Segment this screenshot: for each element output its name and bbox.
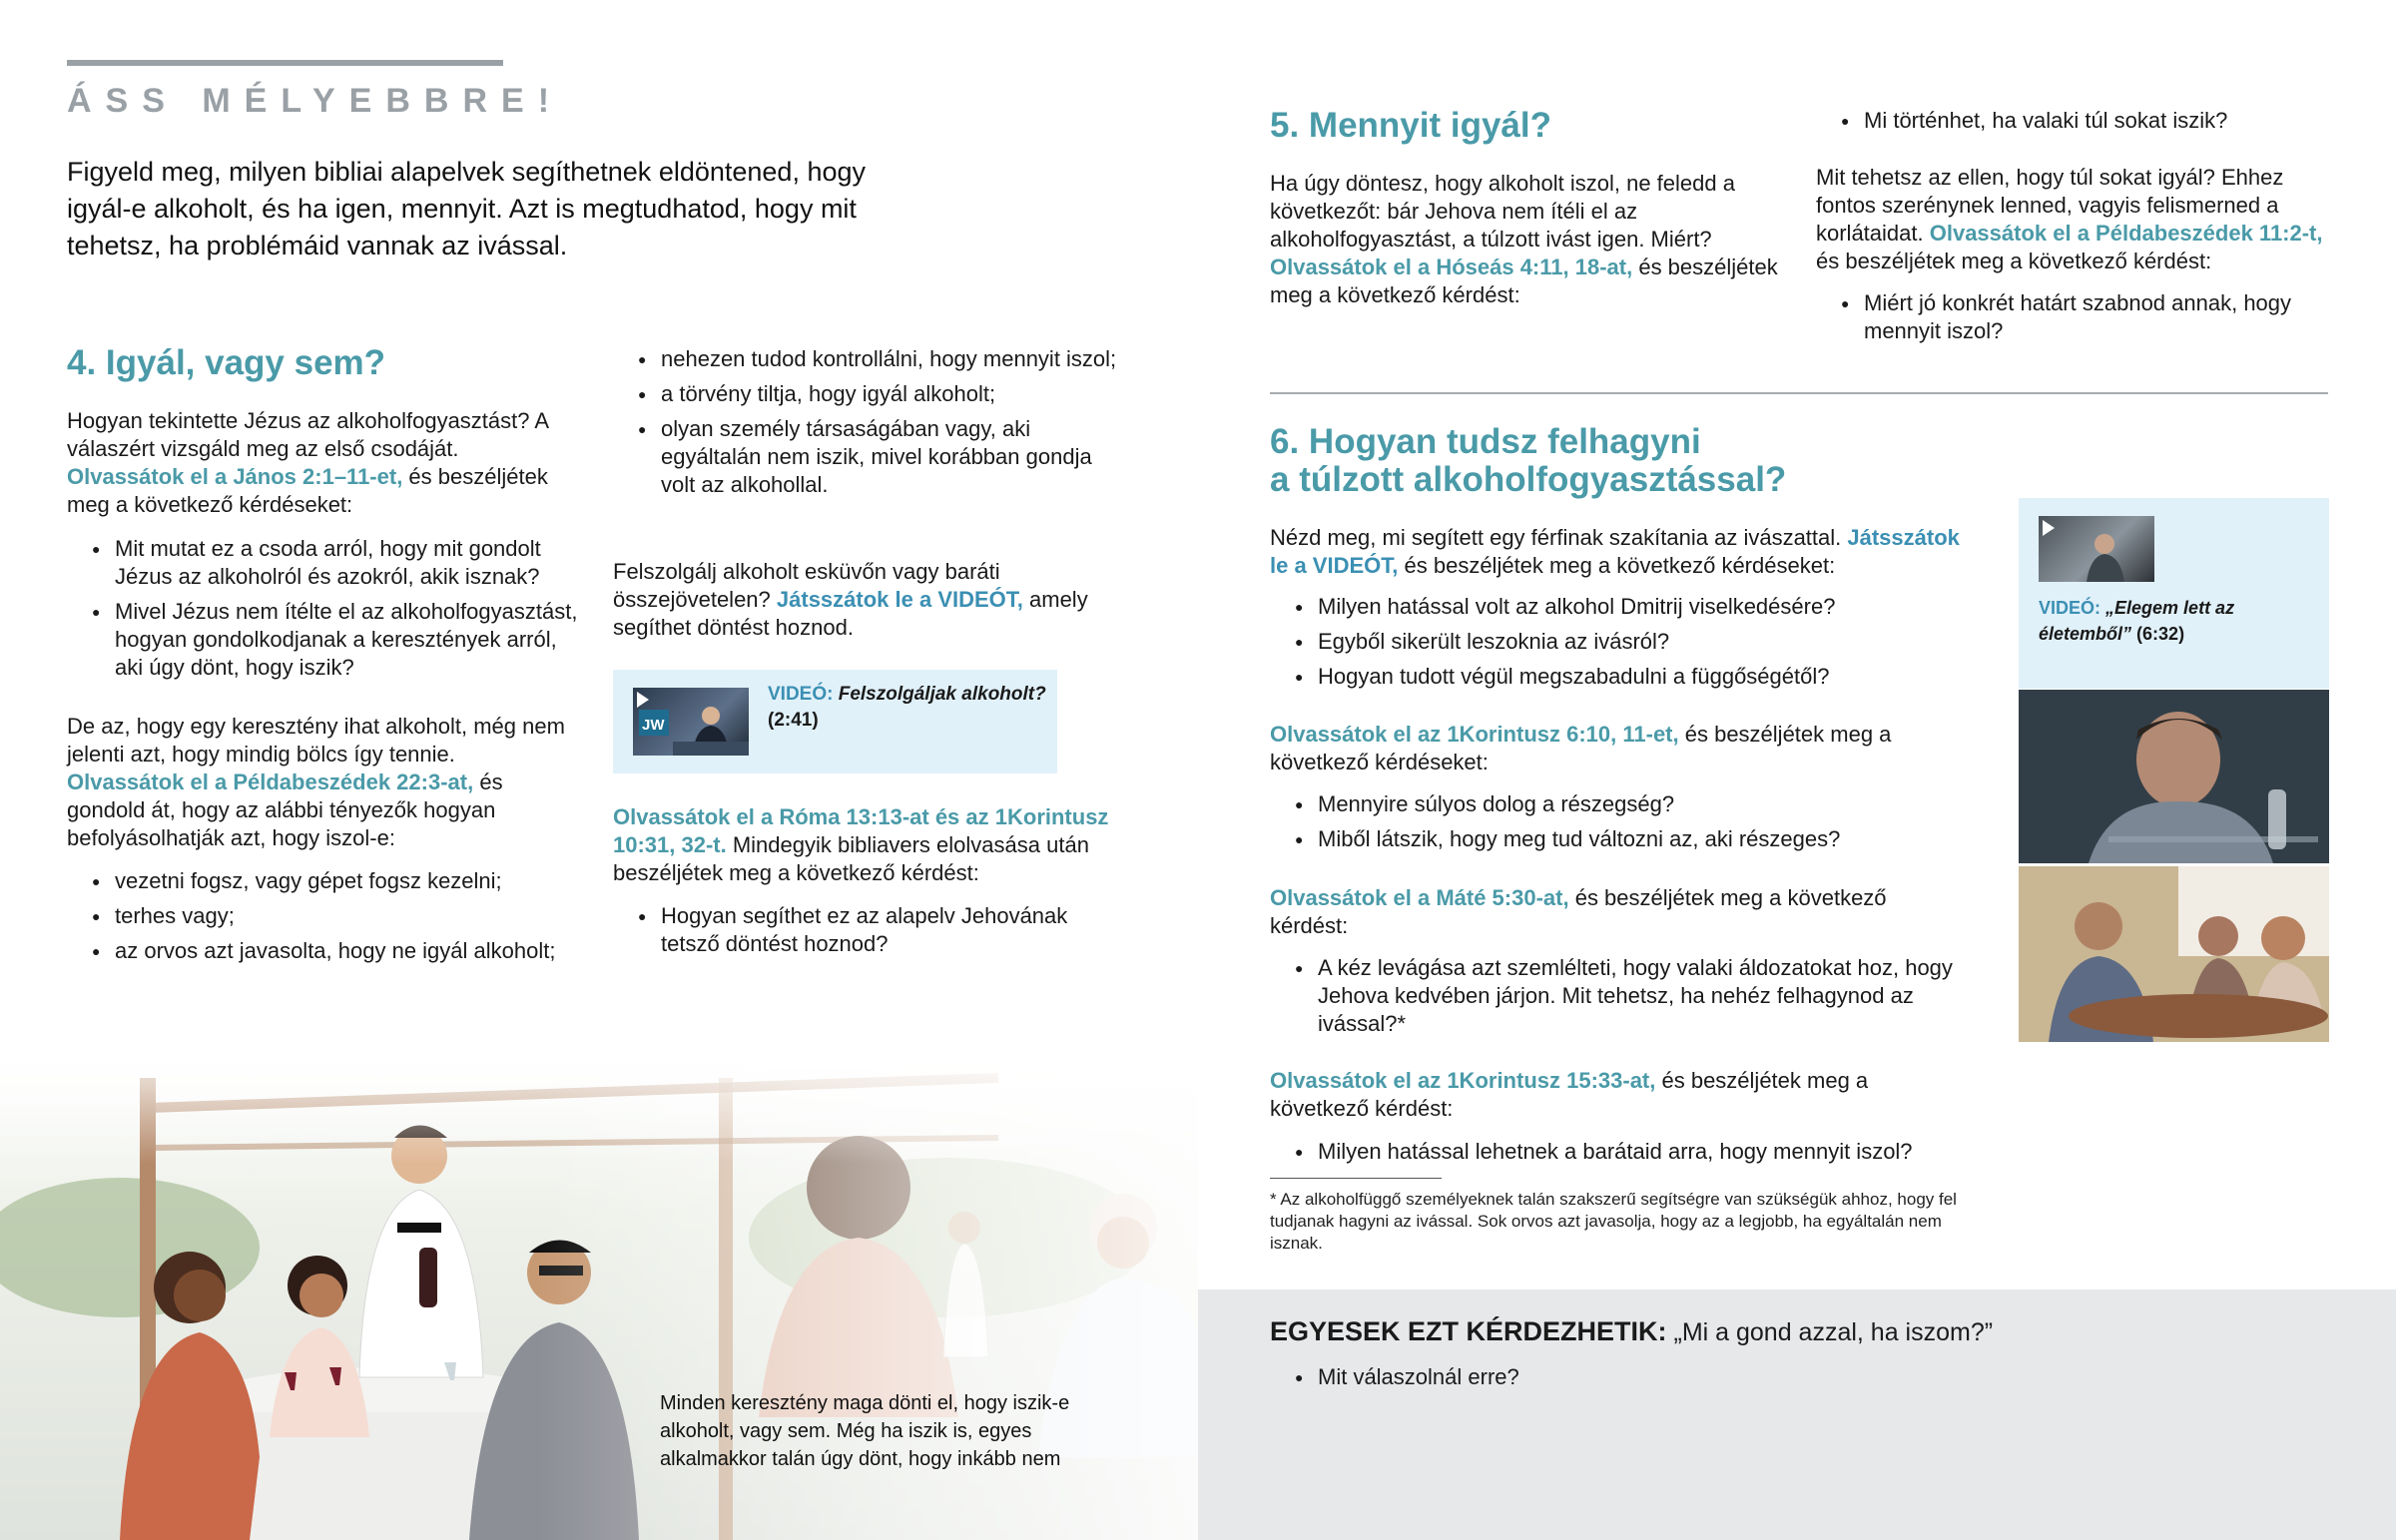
- scripture-link[interactable]: Olvassátok el a Róma 13:13-at és az 1Korintusz 10:31, 32-t.: [613, 804, 1109, 857]
- video-box-serve-alcohol[interactable]: [613, 670, 1057, 773]
- kicker-title: ÁSS MÉLYEBBRE!: [67, 82, 564, 120]
- text: és beszéljétek meg a következő kérdést:: [1816, 249, 2212, 273]
- list-item: ● olyan személy társaságában vagy, aki egyáltalán nem iszik, mivel korábban gondja volt az alkohollal.: [613, 415, 1132, 499]
- list-item: ● Hogyan segíthet ez az alapelv Jehovának tetsző döntést hoznod?: [613, 902, 1132, 958]
- section-6-paragraph-2: [1270, 721, 1969, 776]
- video-caption: [2039, 595, 2318, 647]
- list-item: ● terhes vagy;: [67, 902, 626, 930]
- section-6-paragraph-3: [1270, 884, 1969, 940]
- section-4-title: 4. Igyál, vagy sem?: [67, 343, 386, 382]
- list-item: ● Mivel Jézus nem ítélte el az alkoholfogyasztást, hogyan gondolkodjanak a keresztények arról, aki úgy dönt, hogy iszik?: [67, 598, 586, 682]
- video-title: „Elegem lett az életemből”: [2039, 598, 2235, 644]
- scripture-link[interactable]: Olvassátok el a Máté 5:30-at,: [1270, 885, 1569, 910]
- list-item: ● A kéz levágása azt szemlélteti, hogy valaki áldozatokat hoz, hogy Jehova kedvében járjon. Mit tehetsz, ha nehéz felhagynod az ivással?*: [1270, 954, 1979, 1038]
- text: amely segíthet döntést hoznod.: [613, 587, 1088, 640]
- video-duration: (6:32): [2136, 624, 2185, 644]
- list-item: ● Milyen hatással volt az alkohol Dmitrij viselkedésére?: [1270, 593, 1969, 621]
- section-4-paragraph-3: [613, 558, 1132, 642]
- photo-man-despair: [2019, 690, 2329, 863]
- video-thumbnail[interactable]: [633, 688, 749, 756]
- text: Mit tehetsz az ellen, hogy túl sokat igyál? Ehhez fontos szerénynek lenned, vagyis felismerned a korlátaidat.: [1816, 165, 2284, 246]
- list-item: ● Miért jó konkrét határt szabnod annak, hogy mennyit iszol?: [1816, 289, 2295, 345]
- ask-question: „Mi a gond azzal, ha iszom?”: [1666, 1318, 1994, 1346]
- list-item: ● Mi történhet, ha valaki túl sokat iszik?: [1816, 107, 2345, 135]
- thumbnail-art: [2039, 516, 2154, 582]
- text: Ha úgy döntesz, hogy alkoholt iszol, ne feledd a következőt: bár Jehova nem ítéli el az alkoholfogyasztást, a túlzott ivást igen. Miért?: [1270, 171, 1735, 252]
- video-label: VIDEÓ:: [2039, 598, 2101, 618]
- text: Hogyan tekintette Jézus az alkoholfogyasztást? A válaszért vizsgáld meg az első csodáját.: [67, 408, 548, 461]
- text: Nézd meg, mi segített egy férfinak szakítania az ivászattal.: [1270, 525, 1848, 550]
- thumbnail-art: [633, 688, 749, 756]
- section-divider: [1270, 392, 2328, 394]
- scripture-link[interactable]: Olvassátok el a Hóseás 4:11, 18-at,: [1270, 255, 1633, 279]
- photo-bible-study: [2019, 866, 2329, 1042]
- ask-panel: [1198, 1289, 2396, 1540]
- play-video-link[interactable]: Játsszátok le a VIDEÓT,: [776, 587, 1023, 612]
- footnote-rule: [1270, 1178, 1442, 1179]
- ask-lead: EGYESEK EZT KÉRDEZHETIK:: [1270, 1316, 1667, 1346]
- list-item: ● vezetni fogsz, vagy gépet fogsz kezelni;: [67, 867, 626, 895]
- section-6-questions-1: [1270, 593, 1969, 698]
- list-item: ● a törvény tiltja, hogy igyál alkoholt;: [613, 380, 1132, 408]
- text: és beszéljétek meg a következő kérdéseket:: [67, 464, 548, 517]
- section-5-question-2: [1816, 289, 2295, 352]
- section-4-paragraph-2: [67, 713, 571, 852]
- scripture-link[interactable]: Olvassátok el az 1Korintusz 15:33-at,: [1270, 1068, 1656, 1093]
- text: Mindegyik bibliavers elolvasása után beszéljétek meg a következő kérdést:: [613, 832, 1089, 885]
- section-6-title: [1270, 423, 1786, 499]
- section-4-questions-1: [67, 535, 586, 689]
- section-6-questions-2: [1270, 790, 1969, 860]
- list-item: ● Milyen hatással lehetnek a barátaid arra, hogy mennyit iszol?: [1270, 1138, 1979, 1166]
- list-item: ● Miből látszik, hogy meg tud változni az, aki részeges?: [1270, 825, 1969, 853]
- video-box-fed-up[interactable]: [2019, 498, 2329, 689]
- text: és beszéljétek meg a következő kérdéseket:: [1398, 553, 1836, 578]
- section-5-question-1: [1816, 107, 2345, 142]
- section-4-factors-2: [613, 345, 1132, 506]
- list-item: ● Hogyan tudott végül megszabadulni a függőségétől?: [1270, 663, 1969, 691]
- intro-text: Figyeld meg, milyen bibliai alapelvek segíthetnek eldöntened, hogy igyál-e alkoholt, és ha igen, mennyit. Azt is megtudhatod, hogy mit tehetsz, ha problémáid vannak az ivással.: [67, 157, 866, 260]
- scripture-link[interactable]: Olvassátok el a János 2:1–11-et,: [67, 464, 403, 489]
- section-6-question-3: [1270, 954, 1979, 1045]
- text: és gondold át, hogy az alábbi tényezők hogyan befolyásolhatják azt, hogy iszol-e:: [67, 770, 503, 850]
- text: és beszéljétek meg a következő kérdést:: [1270, 1068, 1869, 1121]
- video-caption: [768, 682, 1047, 734]
- section-4-question-2: [613, 902, 1132, 965]
- video-label: VIDEÓ:: [768, 684, 834, 705]
- video-thumbnail[interactable]: [2039, 516, 2154, 582]
- text: és beszéljétek meg a következő kérdést:: [1270, 885, 1887, 938]
- section-6-paragraph-1: [1270, 524, 1979, 580]
- play-video-link[interactable]: Játsszátok le a VIDEÓT,: [1270, 525, 1960, 578]
- scripture-link[interactable]: Olvassátok el a Példabeszédek 22:3-at,: [67, 770, 474, 794]
- text: Felszolgálj alkoholt esküvőn vagy baráti összejövetelen?: [613, 559, 1000, 612]
- title-line-1: 6. Hogyan tudsz felhagyni: [1270, 422, 1701, 461]
- scripture-link[interactable]: Olvassátok el a Példabeszédek 11:2-t,: [1929, 221, 2323, 246]
- photo-image: [2019, 690, 2329, 863]
- list-item: ● Mit mutat ez a csoda arról, hogy mit gondolt Jézus az alkoholról és azokról, akik isznak?: [67, 535, 586, 591]
- section-6-question-4: [1270, 1138, 1979, 1173]
- jw-logo-text: JW: [642, 717, 665, 734]
- list-item: ● Egyből sikerült leszoknia az ivásról?: [1270, 628, 1969, 656]
- video-title: Felszolgáljak alkoholt?: [838, 684, 1046, 705]
- text: és beszéljétek meg a következő kérdéseket:: [1270, 722, 1892, 774]
- section-5-title: 5. Mennyit igyál?: [1270, 106, 1551, 145]
- header-rule: [67, 60, 503, 66]
- list-item: ● az orvos azt javasolta, hogy ne igyál alkoholt;: [67, 937, 626, 965]
- section-5-paragraph-2: [1816, 164, 2340, 275]
- video-duration: (2:41): [768, 710, 819, 731]
- list-item: ● Mennyire súlyos dolog a részegség?: [1270, 790, 1969, 818]
- footnote: * Az alkoholfüggő személyeknek talán szakszerű segítségre van szükségük ahhoz, hogy fel tudjanak hagyni az ivással. Sok orvos azt javasolja, hogy az a legjobb, ha egyáltalán nem isznak.: [1270, 1190, 1957, 1253]
- list-item: ● nehezen tudod kontrollálni, hogy mennyit iszol;: [613, 345, 1132, 373]
- photo-image: [2019, 866, 2329, 1042]
- list-item: ● Mit válaszolnál erre?: [1270, 1363, 1969, 1391]
- scripture-link[interactable]: Olvassátok el az 1Korintusz 6:10, 11-et,: [1270, 722, 1679, 747]
- section-6-paragraph-4: [1270, 1067, 1969, 1123]
- ask-heading: [1270, 1315, 2368, 1348]
- section-4-paragraph-1: [67, 407, 576, 519]
- ask-bullets: [1270, 1363, 1969, 1398]
- text: De az, hogy egy keresztény ihat alkoholt, még nem jelenti azt, hogy mindig bölcs így tennie.: [67, 714, 565, 767]
- illustration-caption: Minden keresztény maga dönti el, hogy iszik-e alkoholt, vagy sem. Még ha iszik is, egyes alkalmakkor talán úgy dönt, hogy inkább nem: [660, 1392, 1070, 1470]
- text: és beszéljétek meg a következő kérdést:: [1270, 255, 1778, 307]
- section-5-paragraph-1: [1270, 170, 1789, 309]
- section-4-factors-1: [67, 867, 626, 972]
- title-line-2: a túlzott alkoholfogyasztással?: [1270, 460, 1787, 499]
- section-4-paragraph-4: [613, 803, 1137, 887]
